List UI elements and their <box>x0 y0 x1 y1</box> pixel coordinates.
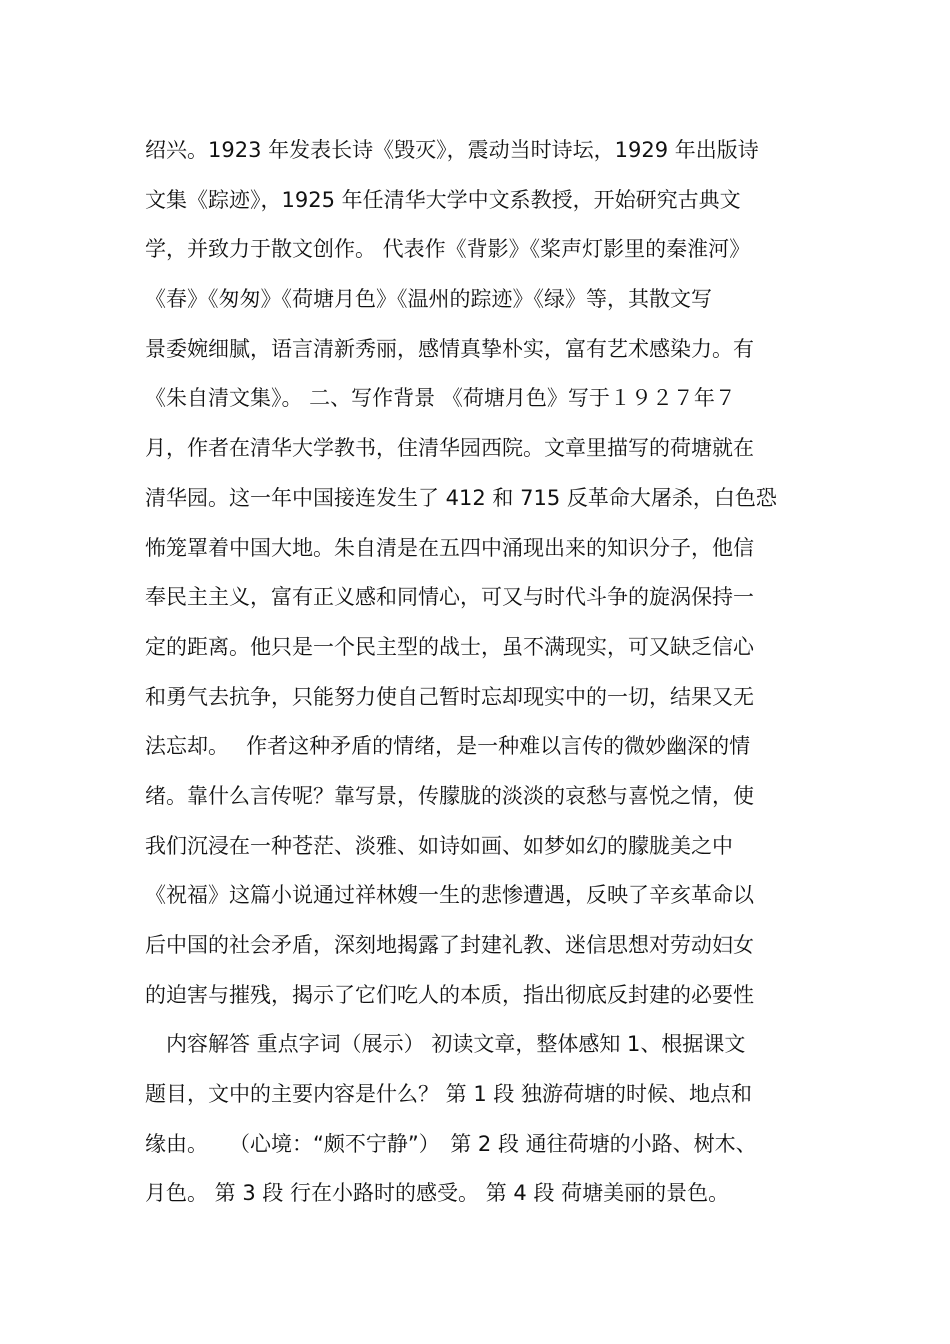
text-line: 学，并致力于散文创作。 代表作《背影》《桨声灯影里的秦淮河》 <box>145 237 751 262</box>
text-line: 怖笼罩着中国大地。朱自清是在五四中涌现出来的知识分子，他信 <box>145 535 754 560</box>
text-line: 绍兴。1923 年发表长诗《毁灭》，震动当时诗坛，1929 年出版诗 <box>145 138 759 162</box>
text-line: 文集《踪迹》，1925 年任清华大学中文系教授，开始研究古典文 <box>145 187 741 212</box>
text-line: 景委婉细腻，语言清新秀丽，感情真挚朴实，富有艺术感染力。有 <box>145 336 754 361</box>
text-line: 绪。靠什么言传呢？靠写景，传朦胧的淡淡的哀愁与喜悦之情，使 <box>145 783 754 808</box>
text-line: 《朱自清文集》。 二、写作背景 《荷塘月色》写于１９２７年７ <box>145 386 736 411</box>
text-line: 定的距离。他只是一个民主型的战士，虽不满现实，可又缺乏信心 <box>145 634 754 659</box>
text-line: 我们沉浸在一种苍茫、淡雅、如诗如画、如梦如幻的朦胧美之中 <box>145 833 733 858</box>
text-line: 清华园。这一年中国接连发生了 412 和 715 反革命大屠杀，白色恐 <box>145 485 777 510</box>
text-line: 题目，文中的主要内容是什么？ 第 1 段 独游荷塘的时候、地点和 <box>145 1082 753 1107</box>
text-line: 《祝福》这篇小说通过祥林嫂一生的悲惨遭遇，反映了辛亥革命以 <box>145 883 754 908</box>
body-text <box>145 126 815 1219</box>
text-line: 法忘却。 作者这种矛盾的情绪，是一种难以言传的微妙幽深的情 <box>145 734 751 759</box>
text-line: 月，作者在清华大学教书，住清华园西院。文章里描写的荷塘就在 <box>145 436 754 461</box>
text-line: 的迫害与摧残，揭示了它们吃人的本质，指出彻底反封建的必要性 <box>145 982 754 1007</box>
text-line: 奉民主主义，富有正义感和同情心，可又与时代斗争的旋涡保持一 <box>145 585 754 610</box>
text-line: 内容解答 重点字词（展示） 初读文章，整体感知 1、根据课文 <box>145 1032 746 1057</box>
text-line: 《春》《匆匆》《荷塘月色》《温州的踪迹》《绿》等，其散文写 <box>145 287 712 312</box>
text-line: 缘由。 （心境：“颇不宁静”） 第 2 段 通往荷塘的小路、树木、 <box>145 1131 757 1156</box>
text-line: 后中国的社会矛盾，深刻地揭露了封建礼教、迷信思想对劳动妇女 <box>145 933 754 957</box>
text-line: 月色。 第 3 段 行在小路时的感受。 第 4 段 荷塘美丽的景色。 <box>145 1181 730 1206</box>
text-line: 和勇气去抗争，只能努力使自己暂时忘却现实中的一切，结果又无 <box>145 684 754 709</box>
